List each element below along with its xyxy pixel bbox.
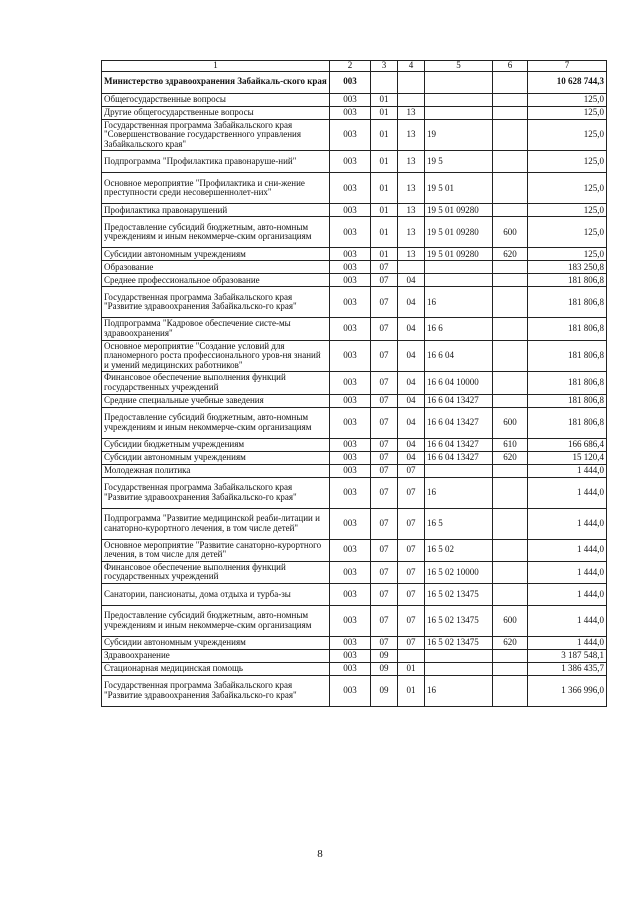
expense-type-cell [493, 93, 528, 106]
expense-type-cell [493, 583, 528, 605]
amount-cell: 1 444,0 [528, 583, 607, 605]
table-row [102, 561, 607, 583]
amount-cell: 1 444,0 [528, 464, 607, 477]
amount-cell: 125,0 [528, 119, 607, 151]
budget-page [101, 60, 606, 707]
admin-code-cell: 003 [330, 318, 371, 340]
target-article-cell: 16 5 02 13475 [425, 636, 493, 649]
admin-code-cell: 003 [330, 71, 371, 93]
expense-type-cell [493, 508, 528, 539]
subsection-cell: 13 [398, 151, 425, 173]
admin-code-cell: 003 [330, 649, 371, 662]
row-name-cell: Здравоохранение [102, 649, 330, 662]
subsection-cell: 13 [398, 217, 425, 248]
expense-type-cell [493, 372, 528, 394]
expense-type-cell [493, 287, 528, 318]
table-row [102, 93, 607, 106]
subsection-cell: 04 [398, 287, 425, 318]
table-row [102, 605, 607, 636]
expense-type-cell: 600 [493, 217, 528, 248]
subsection-cell: 13 [398, 106, 425, 119]
row-name-cell: Основное мероприятие "Развитие санаторно-курортного лечения, в том числе для детей" [102, 539, 330, 561]
target-article-cell: 16 6 04 13427 [425, 407, 493, 438]
amount-cell: 181 806,8 [528, 287, 607, 318]
header-row [102, 61, 607, 72]
subsection-cell: 07 [398, 605, 425, 636]
section-cell: 07 [371, 605, 398, 636]
subsection-cell [398, 649, 425, 662]
header-col-5: 5 [425, 61, 493, 72]
subsection-cell: 04 [398, 372, 425, 394]
section-cell: 01 [371, 217, 398, 248]
section-cell: 07 [371, 372, 398, 394]
row-name-cell: Стационарная медицинская помощь [102, 662, 330, 675]
section-cell: 09 [371, 662, 398, 675]
subsection-cell: 07 [398, 464, 425, 477]
section-cell [371, 71, 398, 93]
row-name-cell: Молодежная политика [102, 464, 330, 477]
amount-cell: 125,0 [528, 204, 607, 217]
table-row [102, 274, 607, 287]
row-name-cell: Основное мероприятие "Профилактика и сни-жение преступности среди несовершеннолет-них" [102, 173, 330, 204]
row-name-cell: Субсидии автономным учреждениям [102, 636, 330, 649]
amount-cell: 15 120,4 [528, 451, 607, 464]
row-name-cell: Предоставление субсидий бюджетным, авто-номным учреждениям и иным некоммерче-ским организациям [102, 605, 330, 636]
table-row [102, 248, 607, 261]
admin-code-cell: 003 [330, 372, 371, 394]
admin-code-cell: 003 [330, 274, 371, 287]
expense-type-cell [493, 204, 528, 217]
amount-cell: 125,0 [528, 93, 607, 106]
subsection-cell: 01 [398, 675, 425, 706]
admin-code-cell: 003 [330, 394, 371, 407]
expense-type-cell [493, 261, 528, 274]
section-cell: 07 [371, 340, 398, 372]
amount-cell: 1 444,0 [528, 561, 607, 583]
row-name-cell: Субсидии автономным учреждениям [102, 451, 330, 464]
target-article-cell [425, 93, 493, 106]
section-cell: 07 [371, 438, 398, 451]
row-name-cell: Среднее профессиональное образование [102, 274, 330, 287]
section-cell: 07 [371, 394, 398, 407]
section-cell: 07 [371, 561, 398, 583]
table-row [102, 636, 607, 649]
target-article-cell: 19 5 01 09280 [425, 204, 493, 217]
subsection-cell: 07 [398, 508, 425, 539]
amount-cell: 183 250,8 [528, 261, 607, 274]
admin-code-cell: 003 [330, 151, 371, 173]
section-cell: 09 [371, 675, 398, 706]
row-name-cell: Санатории, пансионаты, дома отдыха и турба-зы [102, 583, 330, 605]
table-row [102, 464, 607, 477]
table-row [102, 649, 607, 662]
row-name-cell: Основное мероприятие "Создание условий для планомерного роста профессионального уров-ня знаний и умений медицинских работников" [102, 340, 330, 372]
admin-code-cell: 003 [330, 106, 371, 119]
section-cell: 07 [371, 636, 398, 649]
table-row [102, 287, 607, 318]
amount-cell: 1 444,0 [528, 539, 607, 561]
row-name-cell: Общегосударственные вопросы [102, 93, 330, 106]
row-name-cell: Предоставление субсидий бюджетным, авто-номным учреждениям и иным некоммерче-ским организациям [102, 217, 330, 248]
section-cell: 07 [371, 287, 398, 318]
row-name-cell: Государственная программа Забайкальского края "Развитие здравоохранения Забайкальско-го края" [102, 287, 330, 318]
target-article-cell: 16 6 04 10000 [425, 372, 493, 394]
expense-type-cell [493, 340, 528, 372]
row-name-cell: Государственная программа Забайкальского края "Совершенствование государственного управления Забайкальского края" [102, 119, 330, 151]
admin-code-cell: 003 [330, 605, 371, 636]
target-article-cell: 16 5 02 13475 [425, 605, 493, 636]
header-col-7: 7 [528, 61, 607, 72]
target-article-cell: 16 6 04 13427 [425, 438, 493, 451]
amount-cell: 1 444,0 [528, 605, 607, 636]
admin-code-cell: 003 [330, 662, 371, 675]
subsection-cell: 13 [398, 119, 425, 151]
target-article-cell [425, 662, 493, 675]
admin-code-cell: 003 [330, 561, 371, 583]
header-col-1: 1 [102, 61, 330, 72]
subsection-cell: 07 [398, 561, 425, 583]
table-row [102, 106, 607, 119]
expense-type-cell [493, 477, 528, 508]
table-row [102, 394, 607, 407]
section-cell: 01 [371, 204, 398, 217]
expense-type-cell [493, 71, 528, 93]
expense-type-cell [493, 539, 528, 561]
row-name-cell: Подпрограмма "Развитие медицинской реаби-литации и санаторно-курортного лечения, в том числе детей" [102, 508, 330, 539]
row-name-cell: Государственная программа Забайкальского края "Развитие здравоохранения Забайкальско-го края" [102, 675, 330, 706]
section-cell: 01 [371, 119, 398, 151]
page-number: 8 [317, 848, 323, 860]
target-article-cell [425, 649, 493, 662]
row-name-cell: Субсидии автономным учреждениям [102, 248, 330, 261]
header-col-3: 3 [371, 61, 398, 72]
section-cell: 07 [371, 539, 398, 561]
section-cell: 01 [371, 93, 398, 106]
subsection-cell: 13 [398, 204, 425, 217]
table-row [102, 662, 607, 675]
subsection-cell: 04 [398, 340, 425, 372]
expense-type-cell [493, 662, 528, 675]
row-name-cell: Субсидии бюджетным учреждениям [102, 438, 330, 451]
target-article-cell: 16 5 02 [425, 539, 493, 561]
amount-cell: 1 444,0 [528, 508, 607, 539]
budget-table [101, 60, 607, 707]
target-article-cell: 19 5 01 09280 [425, 248, 493, 261]
table-row [102, 261, 607, 274]
section-cell: 07 [371, 274, 398, 287]
section-cell: 01 [371, 248, 398, 261]
amount-cell: 181 806,8 [528, 318, 607, 340]
section-cell: 07 [371, 464, 398, 477]
table-row [102, 675, 607, 706]
table-row [102, 217, 607, 248]
subsection-cell: 04 [398, 394, 425, 407]
admin-code-cell: 003 [330, 119, 371, 151]
expense-type-cell [493, 274, 528, 287]
row-name-cell: Профилактика правонарушений [102, 204, 330, 217]
target-article-cell: 16 6 04 13427 [425, 451, 493, 464]
target-article-cell: 16 [425, 477, 493, 508]
target-article-cell: 16 6 04 [425, 340, 493, 372]
target-article-cell: 16 6 04 13427 [425, 394, 493, 407]
section-cell: 07 [371, 318, 398, 340]
table-row [102, 451, 607, 464]
expense-type-cell [493, 561, 528, 583]
expense-type-cell [493, 464, 528, 477]
target-article-cell: 19 5 01 [425, 173, 493, 204]
target-article-cell [425, 106, 493, 119]
expense-type-cell: 620 [493, 248, 528, 261]
subsection-cell: 04 [398, 438, 425, 451]
subsection-cell: 13 [398, 173, 425, 204]
amount-cell: 181 806,8 [528, 407, 607, 438]
target-article-cell: 16 5 [425, 508, 493, 539]
table-row [102, 477, 607, 508]
amount-cell: 3 187 548,1 [528, 649, 607, 662]
admin-code-cell: 003 [330, 173, 371, 204]
table-row [102, 438, 607, 451]
amount-cell: 181 806,8 [528, 394, 607, 407]
table-row [102, 204, 607, 217]
section-cell: 07 [371, 583, 398, 605]
table-row [102, 173, 607, 204]
row-name-cell: Средние специальные учебные заведения [102, 394, 330, 407]
header-col-4: 4 [398, 61, 425, 72]
subsection-cell [398, 93, 425, 106]
row-name-cell: Подпрограмма "Кадровое обеспечение систе-мы здравоохранения" [102, 318, 330, 340]
row-name-cell: Подпрограмма "Профилактика правонаруше-ний" [102, 151, 330, 173]
expense-type-cell: 600 [493, 605, 528, 636]
amount-cell: 181 806,8 [528, 372, 607, 394]
section-cell: 01 [371, 173, 398, 204]
amount-cell: 125,0 [528, 248, 607, 261]
header-col-6: 6 [493, 61, 528, 72]
admin-code-cell: 003 [330, 287, 371, 318]
subsection-cell: 04 [398, 274, 425, 287]
row-name-cell: Образование [102, 261, 330, 274]
section-cell: 07 [371, 407, 398, 438]
amount-cell: 1 444,0 [528, 477, 607, 508]
expense-type-cell: 610 [493, 438, 528, 451]
table-row [102, 372, 607, 394]
subsection-cell [398, 261, 425, 274]
header-col-2: 2 [330, 61, 371, 72]
target-article-cell [425, 71, 493, 93]
admin-code-cell: 003 [330, 539, 371, 561]
table-row [102, 151, 607, 173]
amount-cell: 1 444,0 [528, 636, 607, 649]
target-article-cell: 19 [425, 119, 493, 151]
section-cell: 07 [371, 261, 398, 274]
table-row [102, 407, 607, 438]
subsection-cell: 13 [398, 248, 425, 261]
amount-cell: 1 366 996,0 [528, 675, 607, 706]
row-name-cell: Другие общегосударственные вопросы [102, 106, 330, 119]
subsection-cell: 04 [398, 318, 425, 340]
subsection-cell: 07 [398, 539, 425, 561]
amount-cell: 125,0 [528, 173, 607, 204]
admin-code-cell: 003 [330, 451, 371, 464]
subsection-cell: 04 [398, 407, 425, 438]
amount-cell: 10 628 744,3 [528, 71, 607, 93]
admin-code-cell: 003 [330, 477, 371, 508]
target-article-cell: 16 [425, 675, 493, 706]
row-name-cell: Государственная программа Забайкальского края "Развитие здравоохранения Забайкальско-го края" [102, 477, 330, 508]
expense-type-cell [493, 675, 528, 706]
amount-cell: 166 686,4 [528, 438, 607, 451]
subsection-cell: 07 [398, 583, 425, 605]
admin-code-cell: 003 [330, 438, 371, 451]
amount-cell: 181 806,8 [528, 274, 607, 287]
target-article-cell: 19 5 [425, 151, 493, 173]
row-name-cell: Финансовое обеспечение выполнения функций государственных учреждений [102, 561, 330, 583]
admin-code-cell: 003 [330, 204, 371, 217]
expense-type-cell [493, 394, 528, 407]
subsection-cell [398, 71, 425, 93]
target-article-cell: 19 5 01 09280 [425, 217, 493, 248]
target-article-cell: 16 5 02 10000 [425, 561, 493, 583]
admin-code-cell: 003 [330, 464, 371, 477]
admin-code-cell: 003 [330, 248, 371, 261]
row-name-cell: Предоставление субсидий бюджетным, авто-номным учреждениям и иным некоммерче-ским организациям [102, 407, 330, 438]
expense-type-cell: 620 [493, 636, 528, 649]
table-row [102, 583, 607, 605]
target-article-cell [425, 261, 493, 274]
subsection-cell: 01 [398, 662, 425, 675]
target-article-cell: 16 6 [425, 318, 493, 340]
expense-type-cell [493, 649, 528, 662]
admin-code-cell: 003 [330, 508, 371, 539]
expense-type-cell [493, 318, 528, 340]
row-name-cell: Финансовое обеспечение выполнения функций государственных учреждений [102, 372, 330, 394]
subsection-cell: 07 [398, 477, 425, 508]
amount-cell: 1 386 435,7 [528, 662, 607, 675]
expense-type-cell: 600 [493, 407, 528, 438]
table-row [102, 508, 607, 539]
expense-type-cell [493, 106, 528, 119]
subsection-cell: 04 [398, 451, 425, 464]
table-row [102, 119, 607, 151]
section-cell: 09 [371, 649, 398, 662]
expense-type-cell: 620 [493, 451, 528, 464]
table-row [102, 340, 607, 372]
subsection-cell: 07 [398, 636, 425, 649]
table-row [102, 539, 607, 561]
table-row [102, 71, 607, 93]
row-name-cell: Министерство здравоохранения Забайкаль-ского края [102, 71, 330, 93]
admin-code-cell: 003 [330, 217, 371, 248]
expense-type-cell [493, 119, 528, 151]
section-cell: 07 [371, 451, 398, 464]
section-cell: 07 [371, 477, 398, 508]
table-row [102, 318, 607, 340]
amount-cell: 181 806,8 [528, 340, 607, 372]
admin-code-cell: 003 [330, 261, 371, 274]
admin-code-cell: 003 [330, 407, 371, 438]
section-cell: 07 [371, 508, 398, 539]
section-cell: 01 [371, 151, 398, 173]
amount-cell: 125,0 [528, 151, 607, 173]
admin-code-cell: 003 [330, 583, 371, 605]
amount-cell: 125,0 [528, 217, 607, 248]
admin-code-cell: 003 [330, 340, 371, 372]
section-cell: 01 [371, 106, 398, 119]
target-article-cell [425, 274, 493, 287]
target-article-cell: 16 5 02 13475 [425, 583, 493, 605]
admin-code-cell: 003 [330, 93, 371, 106]
target-article-cell: 16 [425, 287, 493, 318]
admin-code-cell: 003 [330, 636, 371, 649]
expense-type-cell [493, 151, 528, 173]
admin-code-cell: 003 [330, 675, 371, 706]
amount-cell: 125,0 [528, 106, 607, 119]
target-article-cell [425, 464, 493, 477]
expense-type-cell [493, 173, 528, 204]
